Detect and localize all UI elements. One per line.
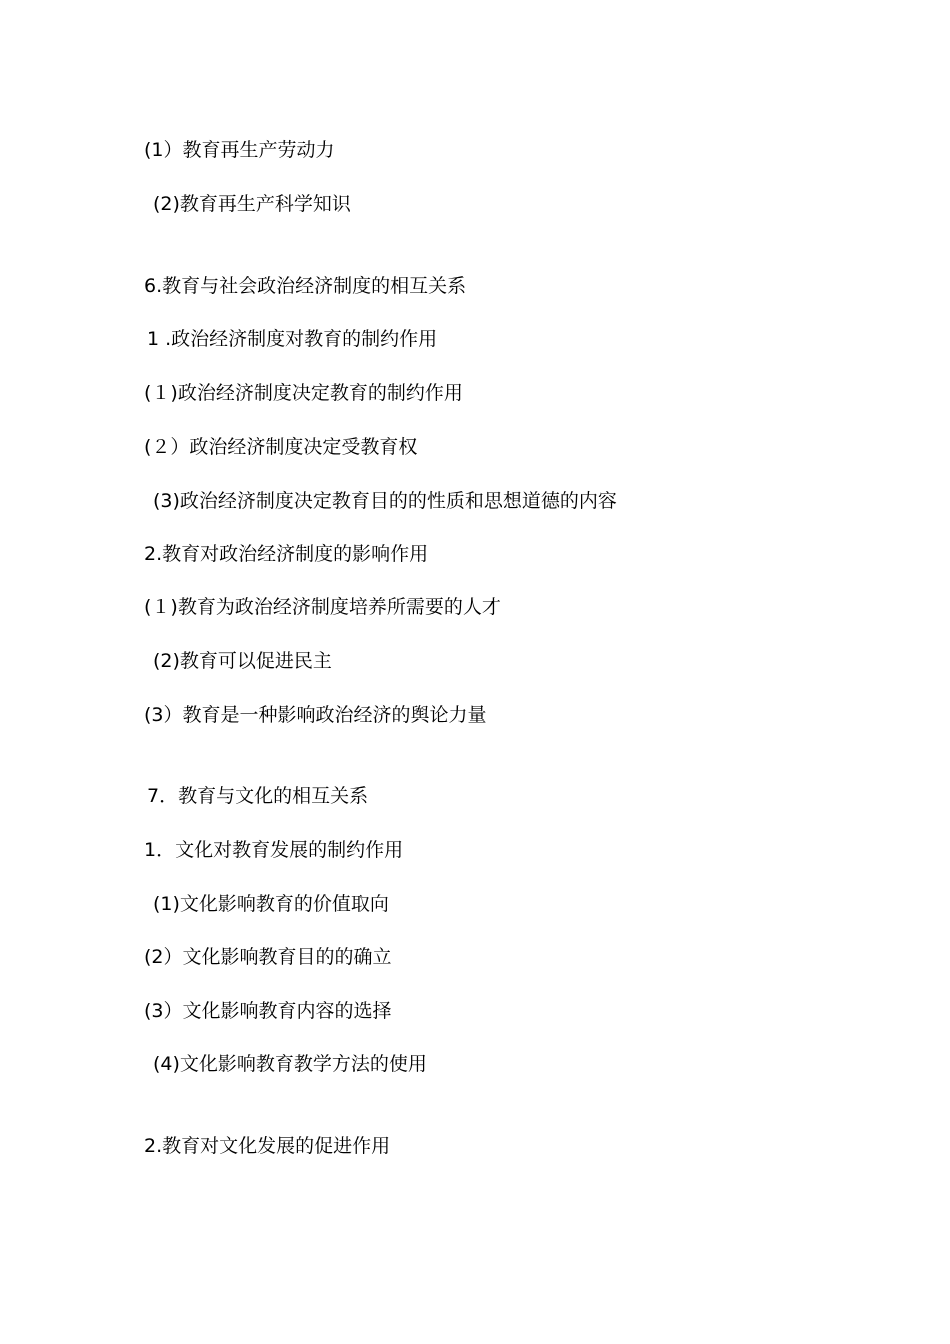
text-line: (3)政治经济制度决定教育目的的性质和思想道德的内容 [153,490,617,512]
subsection-heading: 2.教育对文化发展的促进作用 [144,1135,391,1157]
subsection-heading: 2.教育对政治经济制度的影响作用 [144,543,429,565]
text-line: (２）政治经济制度决定受教育权 [144,436,418,458]
text-line: (4)文化影响教育教学方法的使用 [153,1053,427,1075]
subsection-heading: 1 .政治经济制度对教育的制约作用 [147,328,438,350]
text-line: (2）文化影响教育目的的确立 [144,946,392,968]
text-line: (１)教育为政治经济制度培养所需要的人才 [144,596,501,618]
text-line: (2)教育可以促进民主 [153,650,332,672]
subsection-heading: 1．文化对教育发展的制约作用 [144,839,404,861]
section-heading: 7．教育与文化的相互关系 [147,785,369,807]
text-line: (１)政治经济制度决定教育的制约作用 [144,382,463,404]
text-line: (3）文化影响教育内容的选择 [144,1000,392,1022]
text-line: (2)教育再生产科学知识 [153,193,351,215]
text-line: (3）教育是一种影响政治经济的舆论力量 [144,704,487,726]
text-line: (1)文化影响教育的价值取向 [153,893,389,915]
section-heading: 6.教育与社会政治经济制度的相互关系 [144,275,467,297]
text-line: (1）教育再生产劳动力 [144,139,335,161]
